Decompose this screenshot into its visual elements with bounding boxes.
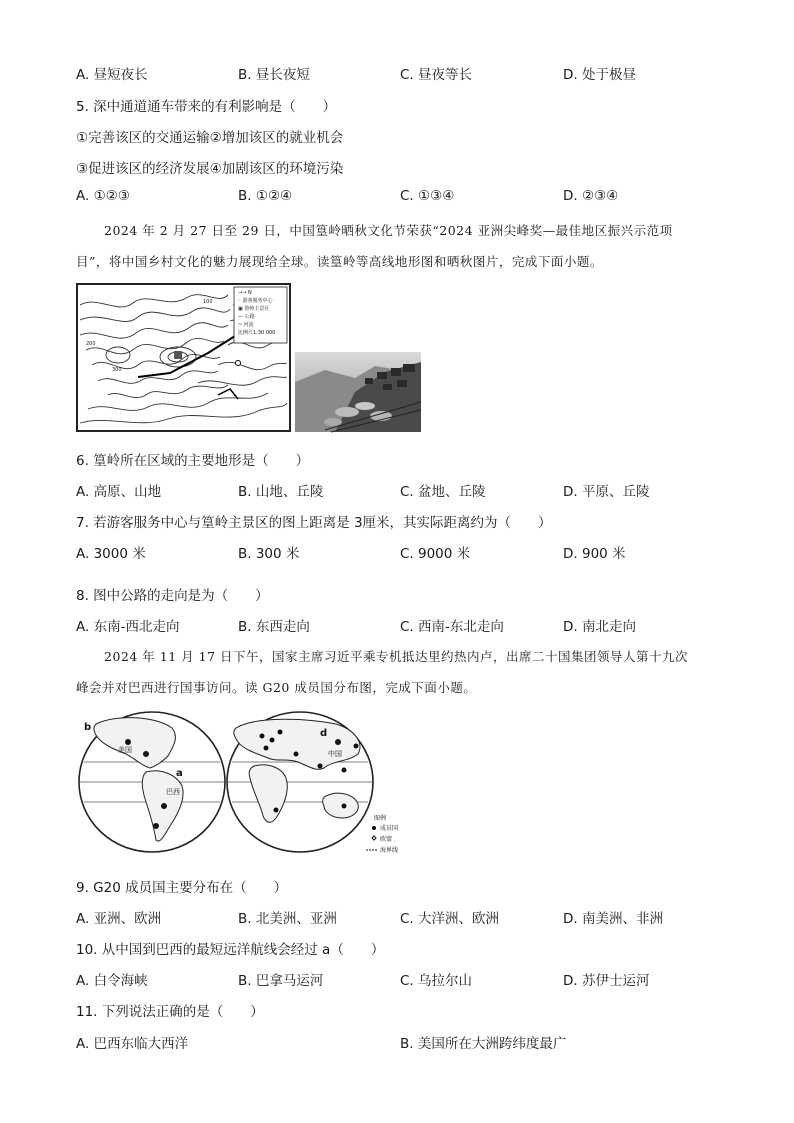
q10-stem: 10. 从中国到巴西的最短远洋航线会经过 a（ ）	[76, 942, 385, 958]
q5-stem: 5. 深中通道通车带来的有利影响是（ ）	[76, 99, 337, 115]
q5-option-b[interactable]: B. ①②④	[238, 188, 293, 204]
q6-stem: 6. 篁岭所在区域的主要地形是（ ）	[76, 453, 310, 469]
q8-option-d[interactable]: D. 南北走向	[563, 619, 636, 635]
passage2-line1: 2024 年 11 月 17 日下午，国家主席习近平乘专机抵达里约热内卢，出席二十国集团领导人第十九次	[104, 649, 688, 664]
q7-option-b[interactable]: B. 300 米	[238, 546, 300, 562]
q8-option-c[interactable]: C. 西南-东北走向	[400, 619, 504, 635]
q9-stem: 9. G20 成员国主要分布在（ ）	[76, 880, 288, 896]
contour-label-200: 200	[86, 341, 96, 347]
q6-option-b[interactable]: B. 山地、丘陵	[238, 484, 324, 500]
q10-option-a[interactable]: A. 白令海峡	[76, 973, 148, 989]
q10-option-c[interactable]: C. 乌拉尔山	[400, 973, 473, 989]
q5-option-c[interactable]: C. ①③④	[400, 188, 455, 204]
q6-option-a[interactable]: A. 高原、山地	[76, 484, 162, 500]
q5-option-a[interactable]: A. ①②③	[76, 188, 130, 204]
map-label-china: 中国	[328, 750, 342, 758]
village-photo	[295, 352, 421, 432]
q7-option-c[interactable]: C. 9000 米	[400, 546, 471, 562]
map-label-a: a	[176, 768, 183, 779]
legend-member-dot	[372, 826, 376, 830]
contour-label-300: 300	[112, 367, 122, 373]
q4-option-a[interactable]: A. 昼短夜长	[76, 67, 148, 83]
q11-option-a[interactable]: A. 巴西东临大西洋	[76, 1036, 189, 1052]
passage2-line2: 峰会并对巴西进行国事访问。读 G20 成员国分布图，完成下面小题。	[76, 680, 477, 695]
map-legend-line: 海界线	[380, 847, 399, 854]
q6-option-c[interactable]: C. 盆地、丘陵	[400, 484, 486, 500]
q5-items-line2: ③促进该区的经济发展④加剧该区的环境污染	[76, 161, 344, 177]
q11-option-b[interactable]: B. 美国所在大洲跨纬度最广	[400, 1036, 567, 1052]
map-label-brazil: 巴西	[166, 788, 180, 796]
q7-stem: 7. 若游客服务中心与篁岭主景区的图上距离是 3厘米，其实际距离约为（ ）	[76, 515, 552, 531]
passage1-line1: 2024 年 2 月 27 日至 29 日，中国篁岭晒秋文化节荣获“2024 亚洲尖峰奖—最佳地区振兴示范项	[104, 223, 673, 238]
legend-river: ~ 河流	[238, 322, 254, 328]
q9-option-a[interactable]: A. 亚洲、欧洲	[76, 911, 162, 927]
map-legend-eu: 欧盟	[380, 836, 393, 843]
map-label-usa: 美国	[118, 746, 132, 754]
q10-option-b[interactable]: B. 巴拿马运河	[238, 973, 324, 989]
q4-option-b[interactable]: B. 昼长夜短	[238, 67, 310, 83]
map-legend-member: 成员国	[380, 825, 399, 832]
legend-visitor-center: ◦ 游客服务中心	[238, 298, 273, 304]
map-label-d: d	[320, 728, 328, 739]
q4-option-c[interactable]: C. 昼夜等长	[400, 67, 473, 83]
q11-stem: 11. 下列说法正确的是（ ）	[76, 1004, 264, 1020]
q9-option-b[interactable]: B. 北美洲、亚洲	[238, 911, 337, 927]
map-legend-title: 图例	[374, 815, 387, 822]
q10-option-d[interactable]: D. 苏伊士运河	[563, 973, 650, 989]
q9-option-c[interactable]: C. 大洋洲、欧洲	[400, 911, 500, 927]
map-label-b: b	[84, 722, 92, 733]
legend-scale: 比例尺1:30 000	[238, 330, 276, 336]
q8-stem: 8. 图中公路的走向是为（ ）	[76, 588, 269, 604]
contour-label-100: 100	[203, 299, 213, 305]
q9-option-d[interactable]: D. 南美洲、非洲	[563, 911, 663, 927]
legend-scenic-area: ▣ 篁岭主景区	[238, 306, 270, 312]
legend-north: →→ N	[238, 290, 252, 296]
legend-eu-diamond	[372, 836, 376, 840]
q8-option-a[interactable]: A. 东南-西北走向	[76, 619, 180, 635]
legend-road: — 公路	[238, 314, 255, 320]
q8-option-b[interactable]: B. 东西走向	[238, 619, 310, 635]
contour-map	[76, 283, 291, 432]
q7-option-a[interactable]: A. 3000 米	[76, 546, 146, 562]
passage1-line2: 目”，将中国乡村文化的魅力展现给全球。读篁岭等高线地形图和晒秋图片，完成下面小题。	[76, 254, 603, 269]
q5-items-line1: ①完善该区的交通运输②增加该区的就业机会	[76, 130, 344, 146]
g20-world-map	[76, 710, 399, 862]
q7-option-d[interactable]: D. 900 米	[563, 546, 626, 562]
q4-option-d[interactable]: D. 处于极昼	[563, 67, 636, 83]
q6-option-d[interactable]: D. 平原、丘陵	[563, 484, 650, 500]
q5-option-d[interactable]: D. ②③④	[563, 188, 619, 204]
